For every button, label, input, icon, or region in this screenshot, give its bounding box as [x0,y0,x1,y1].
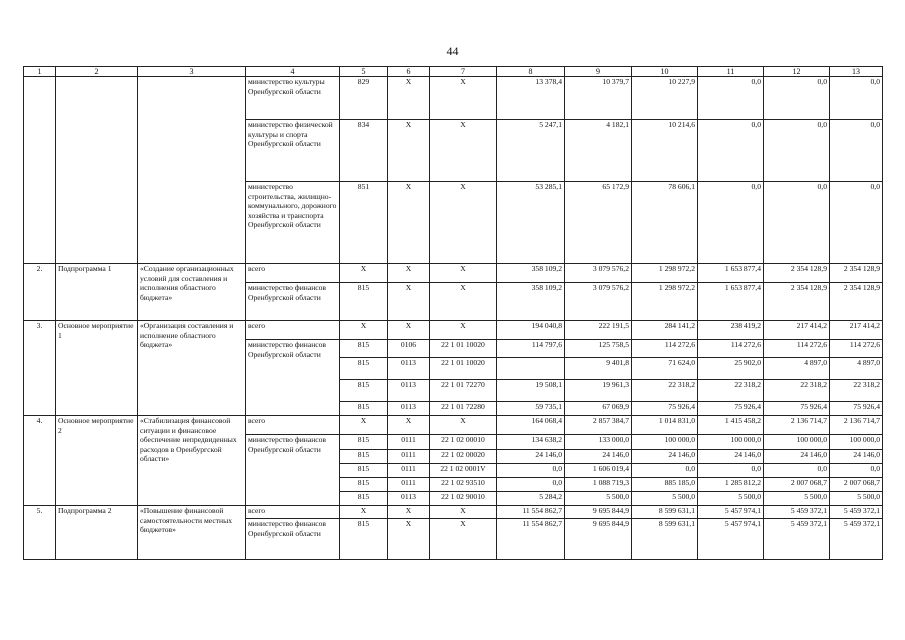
cell-value: 217 414,2 [830,321,883,340]
cell-value: 24 146,0 [565,450,632,464]
cell-value: 0,0 [764,77,830,120]
cell-section: X [388,506,430,519]
column-header: 5 [340,67,388,77]
cell-program-name: Основное мероприятие 2 [56,416,138,506]
cell-value: 2 136 714,7 [830,416,883,435]
cell-section: 0113 [388,492,430,506]
cell-target: X [430,416,497,435]
cell-value: 11 554 862,7 [497,506,565,519]
cell-code: 834 [340,120,388,182]
table-row [24,321,883,340]
cell-value: 1 415 458,2 [698,416,764,435]
cell-value: 5 500,0 [632,492,698,506]
cell-target: 22 1 02 90010 [430,492,497,506]
cell-target: 22 1 02 0001V [430,464,497,478]
cell-target: X [430,120,497,182]
cell-section: X [388,283,430,321]
cell-value: 25 902,0 [698,358,764,380]
cell-value: 10 214,6 [632,120,698,182]
cell-value: 0,0 [830,120,883,182]
cell-value: 10 227,9 [632,77,698,120]
cell-value: 3 079 576,2 [565,283,632,321]
cell-section: 0113 [388,380,430,402]
cell-value: 5 500,0 [830,492,883,506]
cell-value: 13 378,4 [497,77,565,120]
cell-value: 5 457 974,1 [698,506,764,519]
cell-value: 22 318,2 [632,380,698,402]
cell-target: 22 1 02 00020 [430,450,497,464]
cell-section: X [388,416,430,435]
cell-value: 1 298 972,2 [632,264,698,283]
cell-value: 1 606 019,4 [565,464,632,478]
cell-value: 0,0 [698,120,764,182]
cell-value: 24 146,0 [497,450,565,464]
cell-organization: министерство финансов Оренбургской области [246,283,340,321]
cell-value: 125 758,5 [565,340,632,358]
cell-section: X [388,77,430,120]
cell-target: 22 1 01 72280 [430,402,497,416]
cell-value: 4 897,0 [830,358,883,380]
cell-section: X [388,182,430,264]
cell-value: 53 285,1 [497,182,565,264]
cell-value: 114 797,6 [497,340,565,358]
cell-value: 5 459 372,1 [830,519,883,560]
cell-value: 2 354 128,9 [764,264,830,283]
cell-number: 2. [24,264,56,321]
cell-value: 59 735,1 [497,402,565,416]
cell-target: X [430,321,497,340]
cell-value: 0,0 [830,77,883,120]
cell-value: 78 606,1 [632,182,698,264]
column-header-row [24,67,883,77]
cell-section: 0106 [388,340,430,358]
cell-value: 2 354 128,9 [830,264,883,283]
cell-value: 885 185,0 [632,478,698,492]
column-header: 12 [764,67,830,77]
budget-table [23,66,883,560]
cell-value: 5 284,2 [497,492,565,506]
cell-value: 24 146,0 [764,450,830,464]
column-header: 7 [430,67,497,77]
cell-value: 114 272,6 [764,340,830,358]
column-header: 6 [388,67,430,77]
cell-value: 0,0 [632,464,698,478]
cell-value: 217 414,2 [764,321,830,340]
column-header: 3 [138,67,246,77]
cell-organization: всего [246,416,340,435]
cell-value: 100 000,0 [632,435,698,450]
cell-value: 5 500,0 [764,492,830,506]
cell-value: 71 624,0 [632,358,698,380]
cell-value: 9 401,8 [565,358,632,380]
cell-code: 815 [340,283,388,321]
cell-value: 19 508,1 [497,380,565,402]
cell-code: X [340,506,388,519]
cell-value: 100 000,0 [764,435,830,450]
cell-value: 2 136 714,7 [764,416,830,435]
cell-number: 5. [24,506,56,560]
cell-value: 4 182,1 [565,120,632,182]
cell-value: 5 500,0 [698,492,764,506]
cell-code: 815 [340,380,388,402]
cell-value: 75 926,4 [830,402,883,416]
cell-code: 815 [340,450,388,464]
cell-value: 0,0 [698,464,764,478]
cell-code: 815 [340,519,388,560]
cell-value: 0,0 [830,182,883,264]
cell-target: 22 1 02 93510 [430,478,497,492]
cell-code: 815 [340,402,388,416]
column-header: 8 [497,67,565,77]
cell-value: 0,0 [698,182,764,264]
cell-value: 24 146,0 [830,450,883,464]
cell-section: 0111 [388,435,430,450]
cell-value: 10 379,7 [565,77,632,120]
cell-section: 0111 [388,478,430,492]
cell-value: 1 298 972,2 [632,283,698,321]
cell-value: 2 857 384,7 [565,416,632,435]
cell-program-title [138,77,246,264]
cell-program-title: «Стабилизация финансовой ситуации и финансовое обеспечение непредвиденных расходов в Оренбургской области» [138,416,246,506]
cell-value: 2 007 068,7 [830,478,883,492]
cell-organization: министерство финансов Оренбургской области [246,340,340,416]
cell-program-title: «Организация составления и исполнение областного бюджета» [138,321,246,416]
cell-target: 22 1 02 00010 [430,435,497,450]
cell-section: X [388,519,430,560]
column-header: 1 [24,67,56,77]
cell-target: X [430,182,497,264]
cell-code: 829 [340,77,388,120]
column-header: 11 [698,67,764,77]
cell-value: 5 459 372,1 [764,506,830,519]
cell-code: X [340,416,388,435]
cell-target: X [430,264,497,283]
cell-value: 2 007 068,7 [764,478,830,492]
cell-section: X [388,120,430,182]
cell-value: 238 419,2 [698,321,764,340]
cell-value: 22 318,2 [764,380,830,402]
cell-code: 815 [340,464,388,478]
cell-value: 0,0 [698,77,764,120]
column-header: 10 [632,67,698,77]
cell-value: 8 599 631,1 [632,506,698,519]
cell-value: 5 247,1 [497,120,565,182]
cell-program-name: Подпрограмма 2 [56,506,138,560]
cell-value: 133 000,0 [565,435,632,450]
cell-target: X [430,283,497,321]
cell-code: 815 [340,358,388,380]
cell-organization: всего [246,321,340,340]
cell-number [24,77,56,264]
cell-value: 22 318,2 [698,380,764,402]
cell-value: 75 926,4 [764,402,830,416]
cell-value: 5 459 372,1 [830,506,883,519]
column-header: 9 [565,67,632,77]
cell-value: 4 897,0 [764,358,830,380]
cell-value: 134 638,2 [497,435,565,450]
cell-target: X [430,77,497,120]
cell-program-name [56,77,138,264]
cell-value: 24 146,0 [632,450,698,464]
cell-value: 100 000,0 [698,435,764,450]
cell-section: 0111 [388,464,430,478]
cell-value: 1 088 719,3 [565,478,632,492]
cell-value: 100 000,0 [830,435,883,450]
table-row [24,264,883,283]
cell-code: 815 [340,478,388,492]
cell-code: 815 [340,435,388,450]
cell-organization: министерство культуры Оренбургской области [246,77,340,120]
column-header: 4 [246,67,340,77]
cell-organization: министерство физической культуры и спорта Оренбургской области [246,120,340,182]
cell-value: 11 554 862,7 [497,519,565,560]
cell-value: 9 695 844,9 [565,506,632,519]
cell-section: 0113 [388,358,430,380]
cell-value: 75 926,4 [632,402,698,416]
cell-value: 67 069,9 [565,402,632,416]
cell-value: 114 272,6 [830,340,883,358]
cell-value: 2 354 128,9 [764,283,830,321]
cell-value: 8 599 631,1 [632,519,698,560]
cell-value: 0,0 [830,464,883,478]
cell-program-name: Подпрограмма 1 [56,264,138,321]
table-row [24,416,883,435]
column-header: 13 [830,67,883,77]
page-number: 44 [446,44,459,58]
cell-program-title: «Создание организационных условий для составления и исполнения областного бюджета» [138,264,246,321]
cell-value: 65 172,9 [565,182,632,264]
cell-value: 358 109,2 [497,283,565,321]
cell-value: 284 141,2 [632,321,698,340]
cell-value: 1 653 877,4 [698,283,764,321]
cell-organization: всего [246,264,340,283]
cell-value: 5 459 372,1 [764,519,830,560]
cell-target: 22 1 01 10020 [430,358,497,380]
cell-code: 815 [340,340,388,358]
cell-organization: министерство финансов Оренбургской области [246,435,340,506]
cell-value: 1 653 877,4 [698,264,764,283]
cell-section: X [388,264,430,283]
cell-value: 0,0 [764,120,830,182]
cell-value: 0,0 [764,182,830,264]
cell-value: 164 068,4 [497,416,565,435]
cell-target: X [430,519,497,560]
cell-value: 114 272,6 [698,340,764,358]
cell-target: X [430,506,497,519]
cell-number: 3. [24,321,56,416]
cell-value: 1 014 831,0 [632,416,698,435]
cell-organization: министерство строительства, жилищно-коммунального, дорожного хозяйства и транспорта Оренбургской области [246,182,340,264]
cell-value: 2 354 128,9 [830,283,883,321]
cell-section: X [388,321,430,340]
cell-target: 22 1 01 72270 [430,380,497,402]
cell-code: 815 [340,492,388,506]
cell-value: 222 191,5 [565,321,632,340]
cell-value: 5 457 974,1 [698,519,764,560]
cell-value: 5 500,0 [565,492,632,506]
cell-value: 358 109,2 [497,264,565,283]
table-row [24,77,883,120]
cell-organization: министерство финансов Оренбургской области [246,519,340,560]
column-header: 2 [56,67,138,77]
cell-value: 19 961,3 [565,380,632,402]
cell-code: X [340,321,388,340]
cell-program-name: Основное мероприятие 1 [56,321,138,416]
cell-number: 4. [24,416,56,506]
cell-program-title: «Повышение финансовой самостоятельности местных бюджетов» [138,506,246,560]
cell-value: 0,0 [764,464,830,478]
cell-value: 9 695 844,9 [565,519,632,560]
cell-value: 194 040,8 [497,321,565,340]
table-row [24,506,883,519]
cell-value: 24 146,0 [698,450,764,464]
cell-organization: всего [246,506,340,519]
cell-section: 0113 [388,402,430,416]
cell-value: 1 285 812,2 [698,478,764,492]
cell-code: X [340,264,388,283]
cell-value: 0,0 [497,478,565,492]
cell-value: 3 079 576,2 [565,264,632,283]
cell-value: 0,0 [497,464,565,478]
cell-code: 851 [340,182,388,264]
cell-value: 114 272,6 [632,340,698,358]
cell-value [497,358,565,380]
cell-section: 0111 [388,450,430,464]
cell-value: 75 926,4 [698,402,764,416]
cell-target: 22 1 01 10020 [430,340,497,358]
cell-value: 22 318,2 [830,380,883,402]
